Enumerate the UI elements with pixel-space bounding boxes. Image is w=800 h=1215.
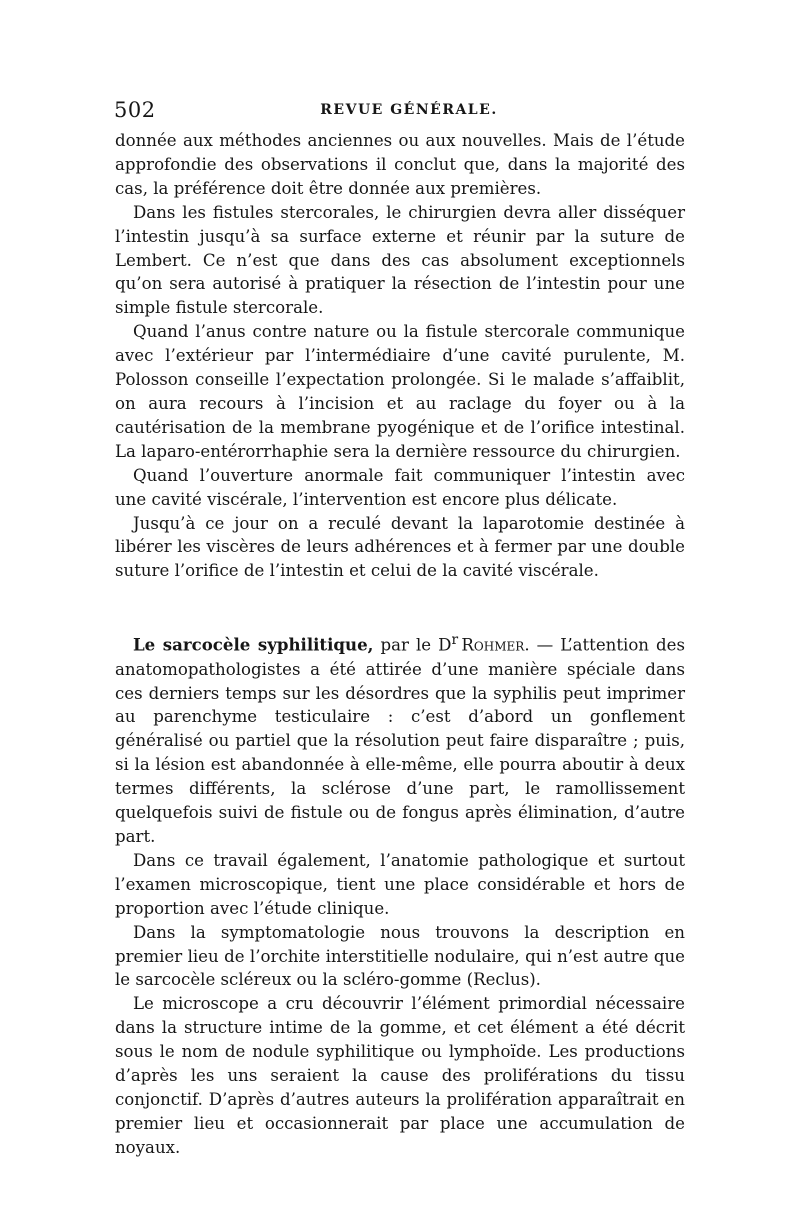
section-by: par le [373, 635, 439, 655]
section-sarcocele [115, 629, 685, 1159]
section-lead-paragraph [115, 629, 685, 849]
paragraph-continuation: donnée aux méthodes anciennes ou aux nouvelles. Mais de l’étude approfondie des observations il conclut que, dans la majorité des cas, la préférence doit être donnée aux premières. [115, 131, 685, 198]
section-lead-text: . — L’attention des anatomopathologistes a été attirée d’une manière spéciale dans ces derniers temps sur les désordres que la syphilis peut imprimer au parenchyme testiculaire : c’est d’abord un gonflement généralisé ou partiel que la résolution peut faire disparaître ; puis, si la lésion est abandonnée à elle-même, elle pourra aboutir à deux termes différents, la sclérose d’une part, le ramollissement quelquefois suivi de fistule ou de fongus après élimination, d’autre part. [115, 635, 686, 846]
paragraph-microscopic: Dans ce travail également, l’anatomie pathologique et surtout l’examen microscopique, tient une place considérable et hors de proportion avec l’étude clinique. [115, 850, 685, 918]
doctor-sup: r [451, 632, 459, 649]
running-title: REVUE GÉNÉRALE. [320, 102, 498, 118]
paragraph-symptomatology: Dans la symptomatologie nous trouvons la description en premier lieu de l’orchite interstitielle nodulaire, qui n’est autre que le sarcocèle scléreux ou la scléro-gomme (Reclus). [115, 922, 685, 990]
paragraph-laparotomy: Jusqu’à ce jour on a reculé devant la laparotomie destinée à libérer les viscères de leurs adhérences et à fermer par une double suture l’orifice de l’intestin et celui de la cavité viscérale. [115, 513, 685, 581]
paragraph-stercoral-fistulas: Dans les fistules stercorales, le chirurgien devra aller disséquer l’intestin jusqu’à sa surface externe et réunir par la suture de Lembert. Ce n’est que dans des cas absolument exceptionnels qu’on sera autorisé à pratiquer la résection de l’intestin pour une simple fistule stercorale. [115, 202, 685, 318]
body-text [115, 129, 685, 1160]
doctor-prefix: D [438, 635, 452, 655]
paragraph-visceral-cavity: Quand l’ouverture anormale fait communiquer l’intestin avec une cavité viscérale, l’intervention est encore plus délicate. [115, 465, 685, 509]
paragraph-purulent-cavity: Quand l’anus contre nature ou la fistule stercorale communique avec l’extérieur par l’intermédiaire d’une cavité purulente, M. Polosson conseille l’expectation prolongée. Si le malade s’affaiblit, on aura recours à l’incision et au raclage du foyer ou à la cautérisation de la membrane pyogénique et de l’orifice intestinal. La laparo-entérorrhaphie sera la dernière ressource du chirurgien. [115, 322, 685, 461]
page-number: 502 [114, 98, 156, 122]
paragraph-nodule: Le microscope a cru découvrir l’élément primordial nécessaire dans la structure intime de la gomme, et cet élément a été décrit sous le nom de nodule syphilitique ou lymphoïde. Les productions d’après les uns seraient la cause des proliférations du tissu conjonctif. D’après d’autres auteurs la prolifération apparaîtrait en premier lieu et occasionnerait par place une accumulation de noyaux. [115, 994, 685, 1157]
running-header [114, 98, 686, 122]
section-title: Le sarcocèle syphilitique, [133, 634, 374, 655]
author-name: Rohmer [461, 635, 525, 655]
